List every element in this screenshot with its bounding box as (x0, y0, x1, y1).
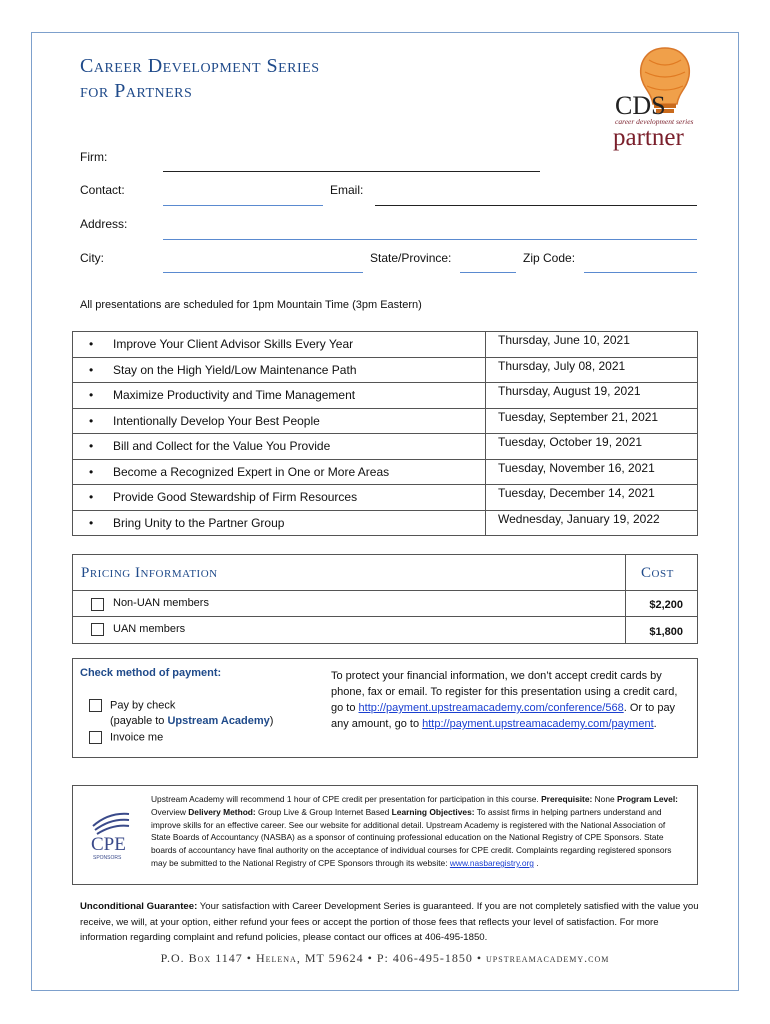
payment-text-3: . (653, 718, 657, 730)
topic-cell (73, 510, 486, 536)
topic-label: Maximize Productivity and Time Management (113, 388, 356, 403)
topic-cell (73, 408, 486, 434)
title-line-1: Career Development Series (80, 55, 320, 77)
topic-cell (73, 383, 486, 409)
bullet-icon: • (89, 337, 94, 352)
uan-price: $1,800 (649, 626, 683, 638)
state-field[interactable] (460, 272, 516, 273)
objectives-value: To assist firms in helping partners understand and improve skills for an effective career. See our website for additional detail. Upstream Academy is registered with the National Association of State Boards of Accountancy (NASBA) as a sponsor of continuing professional education on the National Registry of CPE Sponsors. State boards of accountancy have final authority on the acceptance of individual courses for CPE credit. Complaints regarding registered sponsors may be submitted to the National Registry of CPE Sponsors through its website: (151, 806, 672, 868)
payment-header: Check method of payment: (80, 667, 222, 679)
guarantee-text: Your satisfaction with Career Development Series is guaranteed. If you are not completely satisfied with the value you receive, we will, at your option, either refund your fees or accept the portion of those fees that reflects your level of satisfaction. For more information regarding complaint and refund policies, please contact our offices at 406-495-1850. (80, 901, 699, 943)
cpe-swoosh-icon (93, 814, 129, 834)
date-cell: Thursday, July 08, 2021 (486, 357, 698, 383)
city-field[interactable] (163, 272, 363, 273)
topic-cell (73, 332, 486, 358)
table-row (73, 485, 698, 511)
payment-box (72, 658, 698, 758)
delivery-value: Group Live & Group Internet Based (255, 806, 392, 817)
level-value: Overview (151, 806, 189, 817)
contact-label: Contact: (80, 183, 125, 197)
city-label: City: (80, 251, 104, 265)
non-uan-price: $2,200 (649, 599, 683, 611)
topic-cell (73, 434, 486, 460)
uan-checkbox[interactable] (91, 623, 104, 636)
date-cell: Tuesday, September 21, 2021 (486, 408, 698, 434)
conference-payment-link[interactable]: http://payment.upstreamacademy.com/conference/568 (358, 702, 624, 714)
bullet-icon: • (89, 515, 94, 530)
date-cell: Thursday, August 19, 2021 (486, 383, 698, 409)
schedule-note: All presentations are scheduled for 1pm Mountain Time (3pm Eastern) (80, 299, 422, 311)
cpe-text: Upstream Academy will recommend 1 hour of CPE credit per presentation for participation in this course. (151, 794, 542, 804)
cpe-end: . (533, 857, 539, 868)
footer-address: P.O. Box 1147 • Helena, MT 59624 • P: 406-495-1850 • upstreamacademy.com (160, 951, 610, 965)
zip-field[interactable] (584, 272, 697, 273)
uan-label: UAN members (113, 623, 186, 635)
cpe-logo-text: CPE (91, 834, 126, 855)
table-row (73, 434, 698, 460)
invoice-label: Invoice me (110, 731, 164, 744)
prereq-label: Prerequisite: (541, 794, 593, 804)
payable-suffix: ) (269, 715, 274, 727)
table-row (73, 408, 698, 434)
schedule-table (72, 331, 698, 536)
nasba-registry-link[interactable]: www.nasbaregistry.org (449, 857, 534, 868)
pricing-header: Pricing Information (81, 565, 218, 581)
topic-label: Become a Recognized Expert in One or More Areas (113, 464, 390, 479)
email-field[interactable] (375, 205, 697, 206)
topic-label: Bill and Collect for the Value You Provide (113, 439, 331, 454)
table-row (73, 357, 698, 383)
bullet-icon: • (89, 490, 94, 505)
bullet-icon: • (89, 362, 94, 377)
page-title (80, 54, 320, 104)
general-payment-link[interactable]: http://payment.upstreamacademy.com/payment (422, 718, 654, 730)
email-label: Email: (330, 183, 364, 197)
topic-label: Improve Your Client Advisor Skills Every Year (113, 337, 354, 352)
firm-field[interactable] (163, 171, 540, 172)
table-row (73, 459, 698, 485)
cpe-box (72, 785, 698, 885)
firm-label: Firm: (80, 150, 108, 164)
payment-instructions (331, 668, 691, 732)
pricing-table (72, 554, 698, 644)
invoice-checkbox[interactable] (89, 731, 102, 744)
cpe-sponsors-logo (87, 804, 133, 862)
payable-note (110, 715, 273, 727)
topic-cell (73, 459, 486, 485)
cpe-logo-sub: SPONSORS (93, 855, 122, 861)
table-row (73, 510, 698, 536)
payment-text-1: To protect your financial information, we don’t accept credit cards by phone, fax or email. To register for this presentation using a credit card, go to (331, 670, 678, 714)
payment-text-2: . Or to pay any amount, go to (331, 702, 676, 730)
non-uan-label: Non-UAN members (113, 597, 209, 609)
delivery-label: Delivery Method: (188, 806, 256, 817)
logo-mark: CDS (615, 91, 666, 120)
address-label: Address: (80, 217, 128, 231)
cds-partner-logo (605, 44, 705, 154)
date-cell: Tuesday, October 19, 2021 (486, 434, 698, 460)
table-row (73, 332, 698, 358)
guarantee-label: Unconditional Guarantee: (80, 901, 198, 912)
pricing-row (73, 590, 697, 617)
bullet-icon: • (89, 464, 94, 479)
topic-cell (73, 485, 486, 511)
address-field[interactable] (163, 239, 697, 240)
prereq-value: None (592, 794, 617, 804)
objectives-label: Learning Objectives: (391, 806, 475, 817)
guarantee-statement (80, 899, 700, 946)
topic-label: Intentionally Develop Your Best People (113, 413, 320, 428)
logo-tagline: career development series (615, 117, 694, 126)
cost-header: Cost (641, 565, 674, 581)
table-row (73, 383, 698, 409)
topic-label: Stay on the High Yield/Low Maintenance Path (113, 362, 357, 377)
non-uan-checkbox[interactable] (91, 598, 104, 611)
date-cell: Tuesday, November 16, 2021 (486, 459, 698, 485)
pay-by-check-checkbox[interactable] (89, 699, 102, 712)
payable-prefix: (payable to (110, 715, 168, 727)
pay-by-check-label: Pay by check (110, 699, 176, 712)
pricing-row (73, 616, 697, 644)
bullet-icon: • (89, 413, 94, 428)
zip-label: Zip Code: (523, 251, 576, 265)
payable-name: Upstream Academy (167, 715, 270, 727)
logo-word: partner (613, 124, 684, 151)
date-cell: Tuesday, December 14, 2021 (486, 485, 698, 511)
topic-cell (73, 357, 486, 383)
title-line-2: for Partners (80, 80, 193, 102)
state-label: State/Province: (370, 251, 452, 265)
date-cell: Wednesday, January 19, 2022 (486, 510, 698, 536)
level-label: Program Level: (616, 794, 678, 804)
topic-label: Bring Unity to the Partner Group (113, 515, 285, 530)
cpe-statement (151, 793, 687, 870)
topic-label: Provide Good Stewardship of Firm Resources (113, 490, 358, 505)
invoice-option[interactable] (89, 731, 163, 744)
bullet-icon: • (89, 439, 94, 454)
bullet-icon: • (89, 388, 94, 403)
pay-by-check-option[interactable] (89, 699, 175, 712)
date-cell: Thursday, June 10, 2021 (486, 332, 698, 358)
contact-field[interactable] (163, 205, 323, 206)
